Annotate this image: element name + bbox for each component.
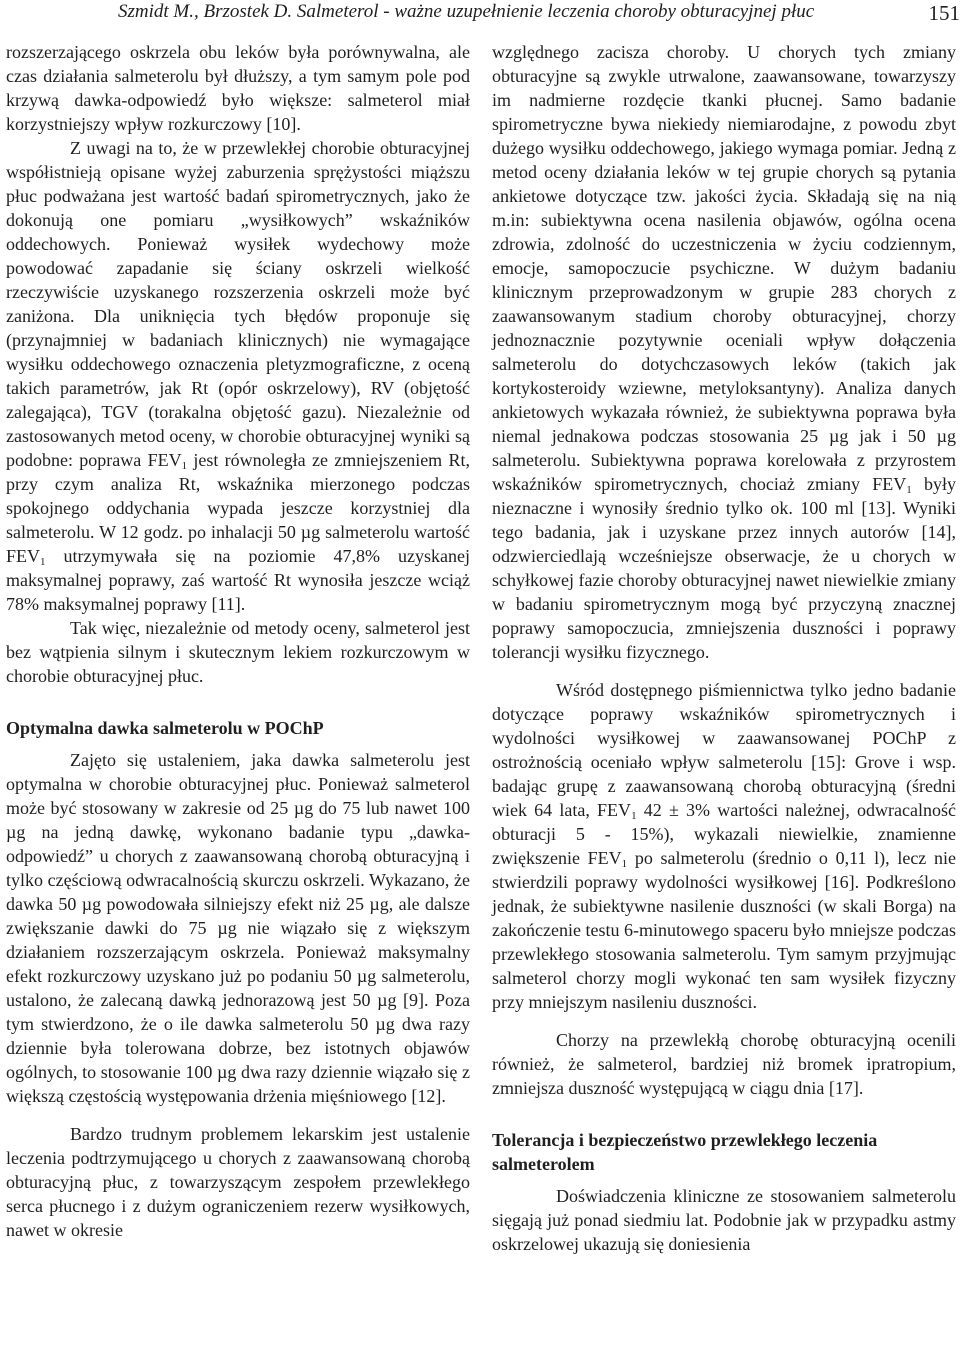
spacer bbox=[492, 1176, 956, 1184]
paragraph: Tak więc, niezależnie od metody oceny, salmeterol jest bez wątpienia silnym i skutecznym lekiem rozkurczowym w chorobie obturacyjnej płuc. bbox=[6, 618, 470, 686]
text-run: Z uwagi na to, że w przewlekłej chorobie obturacyjnej współistnieją opisane wyżej zaburzenia sprężystości miąższu płuc podważana jest wartość badań spirometrycznych, jako że dokonują one pomiaru „wysiłkowych” wskaźników oddechowych. Ponieważ wysiłek wydechowy może powodować zapadanie się ściany oskrzeli wielkość rzeczywiście uzyskanego rozszerzenia oskrzeli może być zaniżona. Dla uniknięcia tych błędów proponuje się (przynajmniej w badaniach klinicznych) nie wymagające wysiłku oddechowego oznaczenia pletyzmograficzne, z oceną takich parametrów, jak Rt (opór oskrzelowy), RV (objętość zalegająca), TGV (torakalna objętość gazu). Niezależnie od zastosowanych metod oceny, w chorobie obturacyjnej wyniki są podobne: poprawa FEV bbox=[6, 138, 470, 470]
spacer bbox=[6, 688, 470, 716]
subscript: 1 bbox=[906, 484, 912, 496]
paragraph: Bardzo trudnym problemem lekarskim jest ustalenie leczenia podtrzymującego u chorych z zaawansowaną chorobą obturacyjną płuc, z towarzyszącym zespołem przewlekłego serca płucnego i z dużym ograniczeniem rezerw wysiłkowych, nawet w okresie bbox=[6, 1124, 470, 1240]
spacer bbox=[492, 664, 956, 678]
section-heading: Optymalna dawka salmeterolu w POChP bbox=[6, 718, 324, 738]
text-run: względnego zacisza choroby. U chorych tych zmiany obturacyjne są zwykle utrwalone, zaawansowane, towarzyszy im nadmierne rozdęcie tkanki płucnej. Samo badanie spirometryczne bywa niekiedy niemiarodajne, z powodu zbyt dużego wysiłku oddechowego, jakiego wymaga pomiar. Jedną z metod oceny działania leków w tej grupie chorych są pytania ankietowe dotyczące tzw. jakości życia. Składają się na nią m.in: subiektywna ocena nasilenia objawów, ogólna ocena zdrowia, zdolność do uczestniczenia w życiu codziennym, emocje, samopoczucie psychiczne. W dużym badaniu klinicznym przeprowadzonym w grupie 283 chorych z zaawansowanym stadium choroby obturacyjnej, chorzy jednoznacznie pozytywnie oceniali wpływ dołączenia salmeterolu do dotychczasowych leków (takich jak kortykosteroidy wziewne, metyloksantyny). Analiza danych ankietowych wykazała również, że subiektywna poprawa była niemal jednakowa podczas stosowania 25 µg jak i 50 µg salmeterolu. Subiektywna poprawa korelowała z przyrostem wskaźników spirometrycznych, chociaż zmiany FEV bbox=[492, 42, 956, 494]
paragraph: Chorzy na przewlekłą chorobę obturacyjną ocenili również, że salmeterol, bardziej niż bromek ipratropium, zmniejsza duszność występującą w ciągu dnia [17]. bbox=[492, 1030, 956, 1098]
spacer bbox=[492, 1100, 956, 1128]
left-column bbox=[6, 40, 470, 1242]
spacer bbox=[6, 740, 470, 748]
right-column bbox=[492, 40, 956, 1256]
paragraph: rozszerzającego oskrzela obu leków była porównywalna, ale czas działania salmeterolu był dłuższy, a tym samym pole pod krzywą dawka-odpowiedź było większe: salmeterol miał korzystniejszy wpływ rozkurczowy [10]. bbox=[6, 42, 470, 134]
spacer bbox=[6, 1108, 470, 1122]
paragraph bbox=[492, 40, 956, 664]
paragraph: Zajęto się ustaleniem, jaka dawka salmeterolu jest optymalna w chorobie obturacyjnej płuc. Ponieważ salmeterol może być stosowany w zakresie od 25 µg do 75 lub nawet 100 µg na jedną dawkę, wykonano badanie typu „dawka-odpowiedź” u chorych z zaawansowaną chorobą obturacyjną i tylko częściową odwracalnością skurczu oskrzeli. Wykazano, że dawka 50 µg powodowała silniejszy efekt niż 25 µg, ale dalsze zwiększanie dawki do 75 µg nie wiązało się z większym działaniem rozszerzającym oskrzela. Ponieważ maksymalny efekt rozkurczowy uzyskano już po podaniu 50 µg salmeterolu, ustalono, że zalecaną dawką jednorazową jest 50 µg [9]. Poza tym stwierdzono, że o ile dawka salmeterolu 50 µg dwa razy dziennie była tolerowana dobrze, bez istotnych objawów ogólnych, to stosowanie 100 µg dwa razy dziennie wiązało się z większą częstością występowania drżenia mięśniowego [12]. bbox=[6, 750, 470, 1106]
text-run: 42 ± 3% wartości należnej, odwracalność obturacji 5 - 15%), wykazali niewielkie, znamienne zwiększenie FEV bbox=[492, 800, 956, 868]
paragraph bbox=[492, 678, 956, 1014]
subscript: 1 bbox=[621, 858, 628, 870]
text-run: utrzymywała się na poziomie 47,8% uzyskanej maksymalnej poprawy, zaś wartość Rt wynosiła jeszcze wciąż 78% maksymalnej poprawy [11]. bbox=[6, 546, 470, 614]
section-heading: Tolerancja i bezpieczeństwo przewlekłego leczenia salmeterolem bbox=[492, 1130, 878, 1174]
subscript: 1 bbox=[181, 460, 188, 472]
paragraph bbox=[6, 136, 470, 616]
subscript: 1 bbox=[40, 556, 46, 568]
text-run: były nieznaczne i wynosiły średnio tylko ok. 100 ml [13]. Wyniki tego badania, jak i uzyskane przez innych autorów [14], odzwierciedlają wcześniejsze obserwacje, że u chorych w schyłkowej fazie choroby obturacyjnej nawet niewielkie zmiany w badaniu spirometrycznym mogą być przyczyną znacznej poprawy samopoczucia, zmniejszenia duszności i poprawy tolerancji wysiłku fizycznego. bbox=[492, 474, 956, 662]
subscript: 1 bbox=[631, 810, 637, 822]
page-number: 151 bbox=[928, 1, 960, 25]
text-run: jest równoległa ze zmniejszeniem Rt, przy czym analiza Rt, wskaźnika mierzonego podczas spokojnego oddychania wypada jeszcze korzystniej dla salmeterolu. W 12 godz. po inhalacji 50 µg salmeterolu wartość FEV bbox=[6, 450, 470, 566]
text-run: po salmeterolu (średnio o 0,11 l), lecz nie stwierdzili poprawy wydolności wysiłkowej [16]. Podkreślono jednak, że subiektywne nasilenie duszności (w skali Borga) na zakończenie testu 6-minutowego spaceru było mniejsze podczas przewlekłego stosowania salmeterolu. Tym samym przyjmując salmeterol chorzy mogli wykonać ten sam wysiłek fizyczny przy mniejszym nasileniu duszności. bbox=[492, 848, 956, 1012]
text-run: Wśród dostępnego piśmiennictwa tylko jedno badanie dotyczące poprawy wskaźników spirometrycznych i wydolności wysiłkowej w zaawansowanej POChP z ostrożnością oceniało wpływ salmeterolu [15]: Grove i wsp. badając grupę z zaawansowaną chorobą obturacyjną (średni wiek 64 lata, FEV bbox=[492, 680, 956, 820]
running-title: Szmidt M., Brzostek D. Salmeterol - ważne uzupełnienie leczenia choroby obturacyjnej płuc bbox=[118, 1, 815, 22]
spacer bbox=[492, 1014, 956, 1028]
paragraph: Doświadczenia kliniczne ze stosowaniem salmeterolu sięgają już ponad siedmiu lat. Podobnie jak w przypadku astmy oskrzelowej ukazują się doniesienia bbox=[492, 1186, 956, 1254]
running-header bbox=[0, 0, 960, 34]
